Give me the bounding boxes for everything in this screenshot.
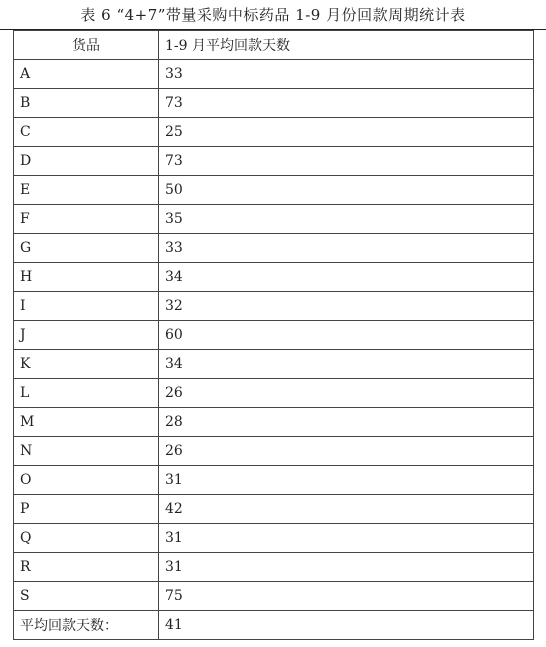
- table-row: [14, 408, 534, 437]
- table-row: [14, 553, 534, 582]
- days-cell: 73: [159, 147, 534, 176]
- days-cell: 42: [159, 495, 534, 524]
- days-cell: 35: [159, 205, 534, 234]
- table-row: [14, 263, 534, 292]
- days-cell: 31: [159, 466, 534, 495]
- item-cell: P: [14, 495, 159, 524]
- days-cell: 33: [159, 60, 534, 89]
- days-cell: 34: [159, 263, 534, 292]
- days-cell: 33: [159, 234, 534, 263]
- table-row: [14, 205, 534, 234]
- table-row: [14, 118, 534, 147]
- table-row: [14, 350, 534, 379]
- days-cell: 28: [159, 408, 534, 437]
- days-cell: 32: [159, 292, 534, 321]
- item-cell: D: [14, 147, 159, 176]
- table-row: [14, 234, 534, 263]
- days-cell: 60: [159, 321, 534, 350]
- table-row: [14, 379, 534, 408]
- table-row: [14, 495, 534, 524]
- average-row: [14, 611, 534, 640]
- table-title: 表 6 “4+7”带量采购中标药品 1-9 月份回款周期统计表: [0, 0, 546, 30]
- table-row: [14, 147, 534, 176]
- table-row: [14, 437, 534, 466]
- payment-cycle-table: [13, 30, 534, 640]
- item-cell: M: [14, 408, 159, 437]
- days-cell: 34: [159, 350, 534, 379]
- item-cell: Q: [14, 524, 159, 553]
- days-cell: 75: [159, 582, 534, 611]
- header-item: 货品: [14, 31, 159, 60]
- average-label: 平均回款天数：: [14, 611, 159, 640]
- item-cell: S: [14, 582, 159, 611]
- table-row: [14, 524, 534, 553]
- days-cell: 50: [159, 176, 534, 205]
- item-cell: I: [14, 292, 159, 321]
- item-cell: A: [14, 60, 159, 89]
- item-cell: L: [14, 379, 159, 408]
- days-cell: 26: [159, 437, 534, 466]
- days-cell: 31: [159, 553, 534, 582]
- table-row: [14, 292, 534, 321]
- item-cell: O: [14, 466, 159, 495]
- table-header-row: [14, 31, 534, 60]
- item-cell: F: [14, 205, 159, 234]
- days-cell: 31: [159, 524, 534, 553]
- item-cell: H: [14, 263, 159, 292]
- table-row: [14, 582, 534, 611]
- table-row: [14, 176, 534, 205]
- item-cell: B: [14, 89, 159, 118]
- table-row: [14, 321, 534, 350]
- item-cell: J: [14, 321, 159, 350]
- item-cell: N: [14, 437, 159, 466]
- header-days: 1-9 月平均回款天数: [159, 31, 534, 60]
- days-cell: 25: [159, 118, 534, 147]
- item-cell: C: [14, 118, 159, 147]
- days-cell: 26: [159, 379, 534, 408]
- table-body: [14, 31, 534, 640]
- item-cell: R: [14, 553, 159, 582]
- table-row: [14, 89, 534, 118]
- item-cell: G: [14, 234, 159, 263]
- average-value: 41: [159, 611, 534, 640]
- item-cell: E: [14, 176, 159, 205]
- table-row: [14, 466, 534, 495]
- days-cell: 73: [159, 89, 534, 118]
- item-cell: K: [14, 350, 159, 379]
- table-row: [14, 60, 534, 89]
